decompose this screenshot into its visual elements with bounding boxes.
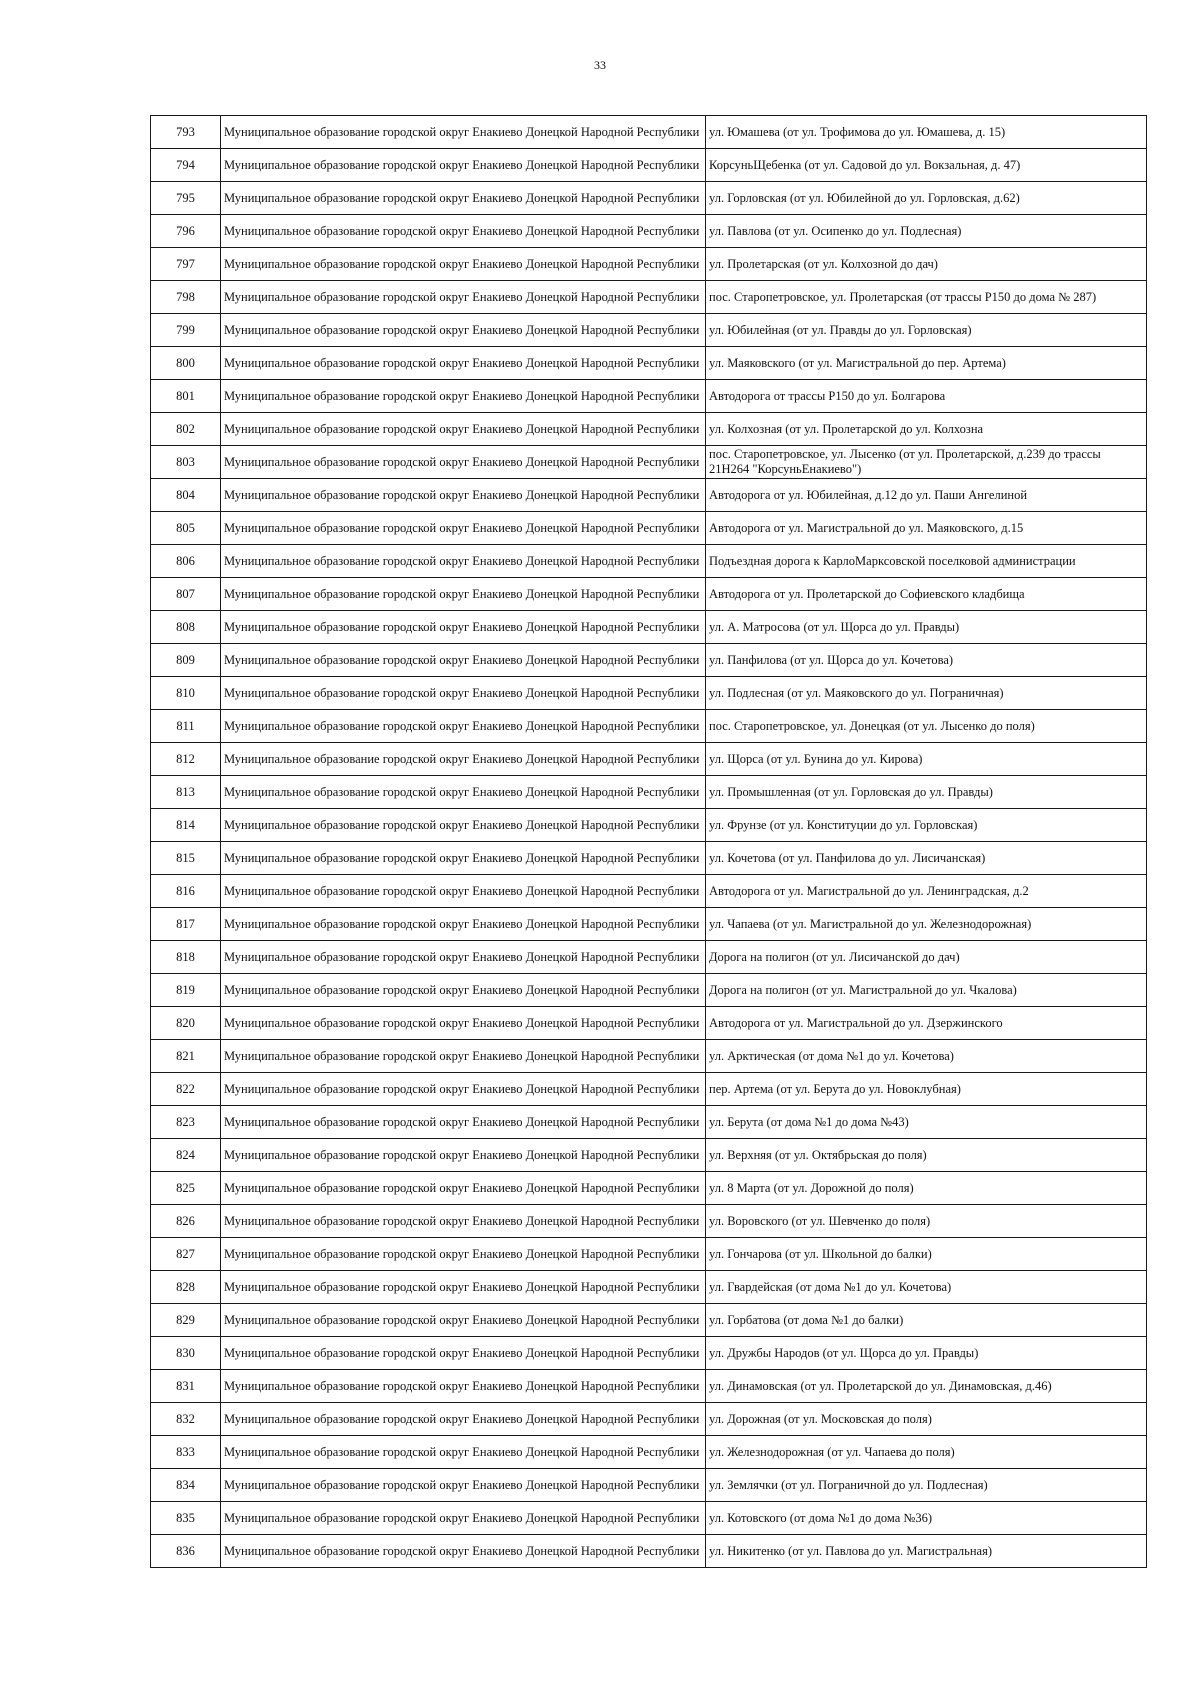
row-number-cell: 820 [151,1007,221,1040]
table-row [151,1073,1147,1106]
row-number-cell: 825 [151,1172,221,1205]
road-name-cell: ул. Юбилейная (от ул. Правды до ул. Горловская) [706,314,1147,347]
municipality-cell: Муниципальное образование городской округ Енакиево Донецкой Народной Республики [221,908,706,941]
municipality-cell: Муниципальное образование городской округ Енакиево Донецкой Народной Республики [221,611,706,644]
municipality-cell: Муниципальное образование городской округ Енакиево Донецкой Народной Республики [221,413,706,446]
row-number-cell: 807 [151,578,221,611]
road-name-cell: ул. Арктическая (от дома №1 до ул. Кочетова) [706,1040,1147,1073]
table-row [151,1370,1147,1403]
row-number-cell: 795 [151,182,221,215]
road-name-cell: ул. Никитенко (от ул. Павлова до ул. Магистральная) [706,1535,1147,1568]
table-row [151,149,1147,182]
table-row [151,215,1147,248]
road-name-cell: ул. А. Матросова (от ул. Щорса до ул. Правды) [706,611,1147,644]
municipality-cell: Муниципальное образование городской округ Енакиево Донецкой Народной Республики [221,1172,706,1205]
municipality-cell: Муниципальное образование городской округ Енакиево Донецкой Народной Республики [221,182,706,215]
table-row [151,677,1147,710]
road-name-cell: ул. Щорса (от ул. Бунина до ул. Кирова) [706,743,1147,776]
road-name-cell: Дорога на полигон (от ул. Магистральной до ул. Чкалова) [706,974,1147,1007]
road-name-cell: ул. Землячки (от ул. Пограничной до ул. Подлесная) [706,1469,1147,1502]
table-row [151,1040,1147,1073]
municipality-cell: Муниципальное образование городской округ Енакиево Донецкой Народной Республики [221,116,706,149]
table-row [151,1007,1147,1040]
row-number-cell: 805 [151,512,221,545]
road-name-cell: ул. Верхняя (от ул. Октябрьская до поля) [706,1139,1147,1172]
table-row [151,1403,1147,1436]
table-row [151,809,1147,842]
road-name-cell: ул. Железнодорожная (от ул. Чапаева до поля) [706,1436,1147,1469]
municipality-cell: Муниципальное образование городской округ Енакиево Донецкой Народной Республики [221,545,706,578]
municipality-cell: Муниципальное образование городской округ Енакиево Донецкой Народной Республики [221,1403,706,1436]
road-name-cell: пер. Артема (от ул. Берута до ул. Новоклубная) [706,1073,1147,1106]
municipality-cell: Муниципальное образование городской округ Енакиево Донецкой Народной Республики [221,1238,706,1271]
road-name-cell: ул. Горловская (от ул. Юбилейной до ул. Горловская, д.62) [706,182,1147,215]
road-name-cell: ул. Гончарова (от ул. Школьной до балки) [706,1238,1147,1271]
row-number-cell: 815 [151,842,221,875]
row-number-cell: 800 [151,347,221,380]
row-number-cell: 832 [151,1403,221,1436]
road-name-cell: ул. Панфилова (от ул. Щорса до ул. Кочетова) [706,644,1147,677]
municipality-cell: Муниципальное образование городской округ Енакиево Донецкой Народной Республики [221,1040,706,1073]
table-row [151,182,1147,215]
table-row [151,380,1147,413]
row-number-cell: 819 [151,974,221,1007]
road-name-cell: ул. Берута (от дома №1 до дома №43) [706,1106,1147,1139]
municipality-cell: Муниципальное образование городской округ Енакиево Донецкой Народной Республики [221,479,706,512]
row-number-cell: 828 [151,1271,221,1304]
table-row [151,512,1147,545]
row-number-cell: 799 [151,314,221,347]
table-row [151,644,1147,677]
municipality-cell: Муниципальное образование городской округ Енакиево Донецкой Народной Республики [221,347,706,380]
row-number-cell: 833 [151,1436,221,1469]
table-row [151,611,1147,644]
road-name-cell: ул. Горбатова (от дома №1 до балки) [706,1304,1147,1337]
table-row [151,1139,1147,1172]
row-number-cell: 801 [151,380,221,413]
municipality-cell: Муниципальное образование городской округ Енакиево Донецкой Народной Республики [221,1436,706,1469]
table-row [151,314,1147,347]
road-name-cell: ул. Павлова (от ул. Осипенко до ул. Подлесная) [706,215,1147,248]
municipality-cell: Муниципальное образование городской округ Енакиево Донецкой Народной Республики [221,380,706,413]
table-row [151,413,1147,446]
municipality-cell: Муниципальное образование городской округ Енакиево Донецкой Народной Республики [221,677,706,710]
municipality-cell: Муниципальное образование городской округ Енакиево Донецкой Народной Республики [221,974,706,1007]
road-name-cell: Дорога на полигон (от ул. Лисичанской до дач) [706,941,1147,974]
row-number-cell: 796 [151,215,221,248]
road-name-cell: ул. Маяковского (от ул. Магистральной до пер. Артема) [706,347,1147,380]
table-row [151,116,1147,149]
row-number-cell: 824 [151,1139,221,1172]
road-name-cell: ул. Колхозная (от ул. Пролетарской до ул. Колхозна [706,413,1147,446]
table-row [151,1205,1147,1238]
road-name-cell: Автодорога от ул. Магистральной до ул. Маяковского, д.15 [706,512,1147,545]
road-name-cell: пос. Старопетровское, ул. Лысенко (от ул. Пролетарской, д.239 до трассы 21Н264 "КорсуньЕнакиево") [706,446,1147,479]
municipality-cell: Муниципальное образование городской округ Енакиево Донецкой Народной Республики [221,710,706,743]
row-number-cell: 804 [151,479,221,512]
road-registry-table [150,115,1147,1568]
row-number-cell: 794 [151,149,221,182]
municipality-cell: Муниципальное образование городской округ Енакиево Донецкой Народной Республики [221,809,706,842]
table-row [151,281,1147,314]
table-row [151,578,1147,611]
table-row [151,776,1147,809]
table-row [151,479,1147,512]
row-number-cell: 831 [151,1370,221,1403]
row-number-cell: 808 [151,611,221,644]
municipality-cell: Муниципальное образование городской округ Енакиево Донецкой Народной Республики [221,149,706,182]
road-name-cell: Подъездная дорога к КарлоМарксовской поселковой администрации [706,545,1147,578]
road-name-cell: Автодорога от трассы Р150 до ул. Болгарова [706,380,1147,413]
row-number-cell: 826 [151,1205,221,1238]
row-number-cell: 827 [151,1238,221,1271]
table-row [151,1106,1147,1139]
row-number-cell: 829 [151,1304,221,1337]
row-number-cell: 816 [151,875,221,908]
table-row [151,875,1147,908]
row-number-cell: 823 [151,1106,221,1139]
row-number-cell: 803 [151,446,221,479]
row-number-cell: 802 [151,413,221,446]
road-name-cell: ул. Дружбы Народов (от ул. Щорса до ул. Правды) [706,1337,1147,1370]
table-row [151,545,1147,578]
municipality-cell: Муниципальное образование городской округ Енакиево Донецкой Народной Республики [221,1337,706,1370]
road-name-cell: КорсуньЩебенка (от ул. Садовой до ул. Вокзальная, д. 47) [706,149,1147,182]
table-row [151,941,1147,974]
table-row [151,1502,1147,1535]
municipality-cell: Муниципальное образование городской округ Енакиево Донецкой Народной Республики [221,1304,706,1337]
road-name-cell: ул. Гвардейская (от дома №1 до ул. Кочетова) [706,1271,1147,1304]
municipality-cell: Муниципальное образование городской округ Енакиево Донецкой Народной Республики [221,314,706,347]
municipality-cell: Муниципальное образование городской округ Енакиево Донецкой Народной Республики [221,1469,706,1502]
municipality-cell: Муниципальное образование городской округ Енакиево Донецкой Народной Республики [221,1007,706,1040]
table-row [151,710,1147,743]
municipality-cell: Муниципальное образование городской округ Енакиево Донецкой Народной Республики [221,842,706,875]
row-number-cell: 797 [151,248,221,281]
municipality-cell: Муниципальное образование городской округ Енакиево Донецкой Народной Республики [221,1271,706,1304]
row-number-cell: 822 [151,1073,221,1106]
road-name-cell: ул. Кочетова (от ул. Панфилова до ул. Лисичанская) [706,842,1147,875]
row-number-cell: 813 [151,776,221,809]
row-number-cell: 809 [151,644,221,677]
row-number-cell: 817 [151,908,221,941]
row-number-cell: 830 [151,1337,221,1370]
municipality-cell: Муниципальное образование городской округ Енакиево Донецкой Народной Республики [221,941,706,974]
municipality-cell: Муниципальное образование городской округ Енакиево Донецкой Народной Республики [221,644,706,677]
municipality-cell: Муниципальное образование городской округ Енакиево Донецкой Народной Республики [221,446,706,479]
row-number-cell: 836 [151,1535,221,1568]
road-name-cell: ул. Чапаева (от ул. Магистральной до ул. Железнодорожная) [706,908,1147,941]
row-number-cell: 798 [151,281,221,314]
road-name-cell: ул. Промышленная (от ул. Горловская до ул. Правды) [706,776,1147,809]
road-name-cell: пос. Старопетровское, ул. Донецкая (от ул. Лысенко до поля) [706,710,1147,743]
municipality-cell: Муниципальное образование городской округ Енакиево Донецкой Народной Республики [221,281,706,314]
table-row [151,1271,1147,1304]
table-row [151,347,1147,380]
road-name-cell: ул. Динамовская (от ул. Пролетарской до ул. Динамовская, д.46) [706,1370,1147,1403]
table-row [151,1172,1147,1205]
table-row [151,974,1147,1007]
row-number-cell: 818 [151,941,221,974]
row-number-cell: 811 [151,710,221,743]
page-number: 33 [594,58,606,72]
municipality-cell: Муниципальное образование городской округ Енакиево Донецкой Народной Республики [221,578,706,611]
municipality-cell: Муниципальное образование городской округ Енакиево Донецкой Народной Республики [221,1535,706,1568]
road-name-cell: ул. Дорожная (от ул. Московская до поля) [706,1403,1147,1436]
municipality-cell: Муниципальное образование городской округ Енакиево Донецкой Народной Республики [221,743,706,776]
municipality-cell: Муниципальное образование городской округ Енакиево Донецкой Народной Республики [221,215,706,248]
road-name-cell: ул. Юмашева (от ул. Трофимова до ул. Юмашева, д. 15) [706,116,1147,149]
table-row [151,743,1147,776]
municipality-cell: Муниципальное образование городской округ Енакиево Донецкой Народной Республики [221,248,706,281]
row-number-cell: 834 [151,1469,221,1502]
road-name-cell: ул. Подлесная (от ул. Маяковского до ул. Пограничная) [706,677,1147,710]
table-row [151,1304,1147,1337]
row-number-cell: 810 [151,677,221,710]
municipality-cell: Муниципальное образование городской округ Енакиево Донецкой Народной Республики [221,1370,706,1403]
row-number-cell: 821 [151,1040,221,1073]
road-name-cell: Автодорога от ул. Магистральной до ул. Ленинградская, д.2 [706,875,1147,908]
municipality-cell: Муниципальное образование городской округ Енакиево Донецкой Народной Республики [221,1139,706,1172]
municipality-cell: Муниципальное образование городской округ Енакиево Донецкой Народной Республики [221,776,706,809]
municipality-cell: Муниципальное образование городской округ Енакиево Донецкой Народной Республики [221,1502,706,1535]
municipality-cell: Муниципальное образование городской округ Енакиево Донецкой Народной Республики [221,1205,706,1238]
table-row [151,1535,1147,1568]
road-name-cell: ул. Воровского (от ул. Шевченко до поля) [706,1205,1147,1238]
road-name-cell: Автодорога от ул. Магистральной до ул. Дзержинского [706,1007,1147,1040]
registry-table-body [151,116,1147,1568]
table-row [151,1469,1147,1502]
table-row [151,248,1147,281]
row-number-cell: 835 [151,1502,221,1535]
row-number-cell: 806 [151,545,221,578]
road-name-cell: Автодорога от ул. Юбилейная, д.12 до ул. Паши Ангелиной [706,479,1147,512]
road-name-cell: ул. Пролетарская (от ул. Колхозной до дач) [706,248,1147,281]
road-name-cell: Автодорога от ул. Пролетарской до Софиевского кладбища [706,578,1147,611]
road-name-cell: ул. 8 Марта (от ул. Дорожной до поля) [706,1172,1147,1205]
road-name-cell: ул. Фрунзе (от ул. Конституции до ул. Горловская) [706,809,1147,842]
table-row [151,1436,1147,1469]
row-number-cell: 793 [151,116,221,149]
table-row [151,446,1147,479]
road-name-cell: пос. Старопетровское, ул. Пролетарская (от трассы Р150 до дома № 287) [706,281,1147,314]
table-row [151,908,1147,941]
road-name-cell: ул. Котовского (от дома №1 до дома №36) [706,1502,1147,1535]
municipality-cell: Муниципальное образование городской округ Енакиево Донецкой Народной Республики [221,1106,706,1139]
municipality-cell: Муниципальное образование городской округ Енакиево Донецкой Народной Республики [221,1073,706,1106]
row-number-cell: 814 [151,809,221,842]
table-row [151,842,1147,875]
table-row [151,1337,1147,1370]
row-number-cell: 812 [151,743,221,776]
table-row [151,1238,1147,1271]
municipality-cell: Муниципальное образование городской округ Енакиево Донецкой Народной Республики [221,512,706,545]
municipality-cell: Муниципальное образование городской округ Енакиево Донецкой Народной Республики [221,875,706,908]
